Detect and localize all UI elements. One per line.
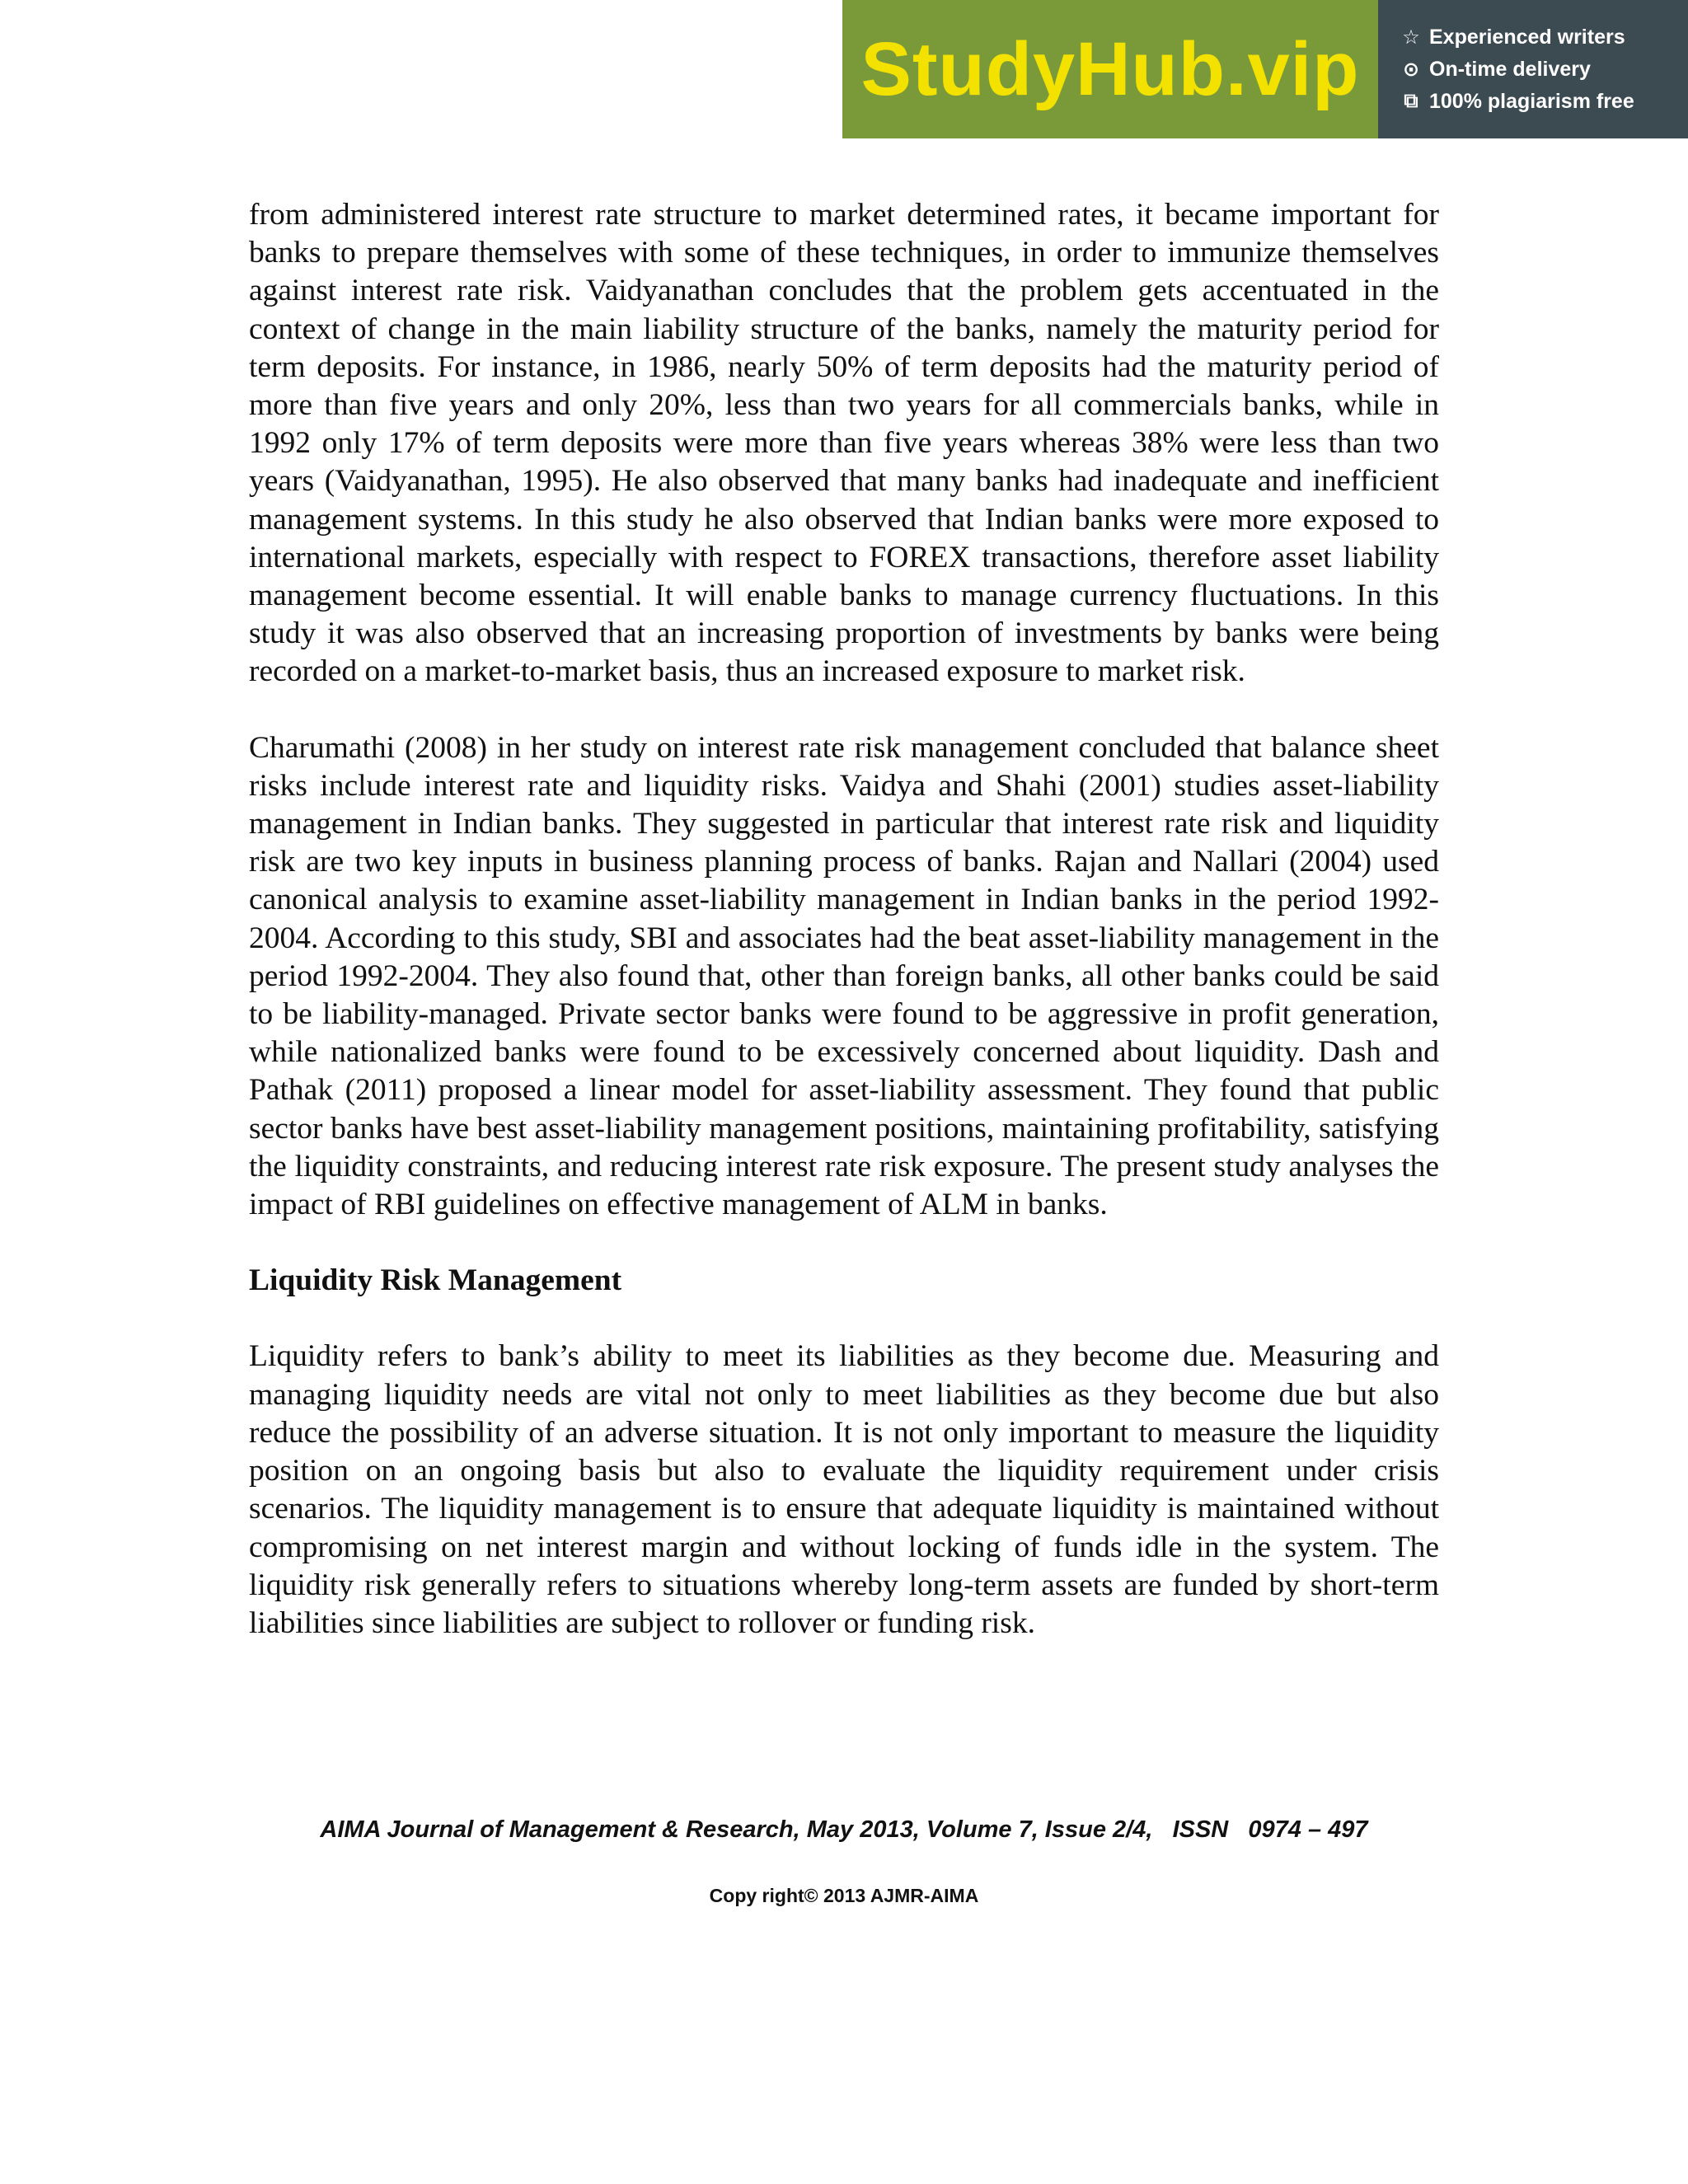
feature-list [1378,0,1688,138]
feature-item [1401,58,1688,82]
journal-citation: AIMA Journal of Management & Research, May 2013, Volume 7, Issue 2/4, ISSN 0974 – 497 [320,1816,1368,1843]
feature-label: On-time delivery [1429,57,1591,81]
promo-banner[interactable] [842,0,1688,138]
copy-icon: ⧉ [1404,90,1418,112]
paragraph: Liquidity refers to bank’s ability to meet its liabilities as they become due. Measuring and managing liquidity needs are vital not only to meet liabilities as they become due but also reduce the possibility of an adverse situation. It is not only important to measure the liquidity position on an ongoing basis but also to evaluate the liquidity requirement under crisis scenarios. The liquidity management is to ensure that adequate liquidity is maintained without compromising on net interest margin and without locking of funds idle in the system. The liquidity risk generally refers to situations whereby long-term assets are funded by short-term liabilities since liabilities are subject to rollover or funding risk. [249,1339,1439,1640]
feature-item [1401,90,1688,114]
feature-label: 100% plagiarism free [1429,89,1634,113]
star-icon: ☆ [1402,26,1420,49]
paragraph: Charumathi (2008) in her study on interest rate risk management concluded that balance sheet risks include interest rate and liquidity risks. Vaidya and Shahi (2001) studies asset-liability management in Indian banks. They suggested in particular that interest rate risk and liquidity risk are two key inputs in business planning process of banks. Rajan and Nallari (2004) used canonical analysis to examine asset-liability management in Indian banks in the period 1992-2004. According to this study, SBI and associates had the beat asset-liability management in the period 1992-2004. They also found that, other than foreign banks, all other banks could be said to be liability-managed. Private sector banks were found to be aggressive in profit generation, while nationalized banks were found to be excessively concerned about liquidity. Dash and Pathak (2011) proposed a linear model for asset-liability assessment. They found that public sector banks have best asset-liability management positions, maintaining profitability, satisfying the liquidity constraints, and reducing interest rate risk exposure. The present study analyses the impact of RBI guidelines on effective management of ALM in banks. [249,730,1439,1222]
brand-panel [842,0,1378,138]
copyright-notice: Copy right© 2013 AJMR-AIMA [709,1885,979,1906]
paragraph: from administered interest rate structure to market determined rates, it became important for banks to prepare themselves with some of these techniques, in order to immunize themselves against interest rate risk. Vaidyanathan concludes that the problem gets accentuated in the context of change in the main liability structure of the banks, namely the maturity period for term deposits. For instance, in 1986, nearly 50% of term deposits had the maturity period of more than five years and only 20%, less than two years for all commercials banks, while in 1992 only 17% of term deposits were more than five years whereas 38% were less than two years (Vaidyanathan, 1995). He also observed that many banks had inadequate and inefficient management systems. In this study he also observed that Indian banks were more exposed to international markets, especially with respect to FOREX transactions, therefore asset liability management become essential. It will enable banks to manage currency fluctuations. In this study it was also observed that an increasing proportion of investments by banks were being recorded on a market-to-market basis, thus an increased exposure to market risk. [249,198,1439,689]
brand-logo: StudyHub.vip [860,26,1360,111]
clock-icon: ⊙ [1402,58,1420,81]
feature-label: Experienced writers [1429,25,1625,49]
section-heading: Liquidity Risk Management [249,1263,622,1298]
feature-item [1401,26,1688,49]
document-body [249,196,1439,1643]
